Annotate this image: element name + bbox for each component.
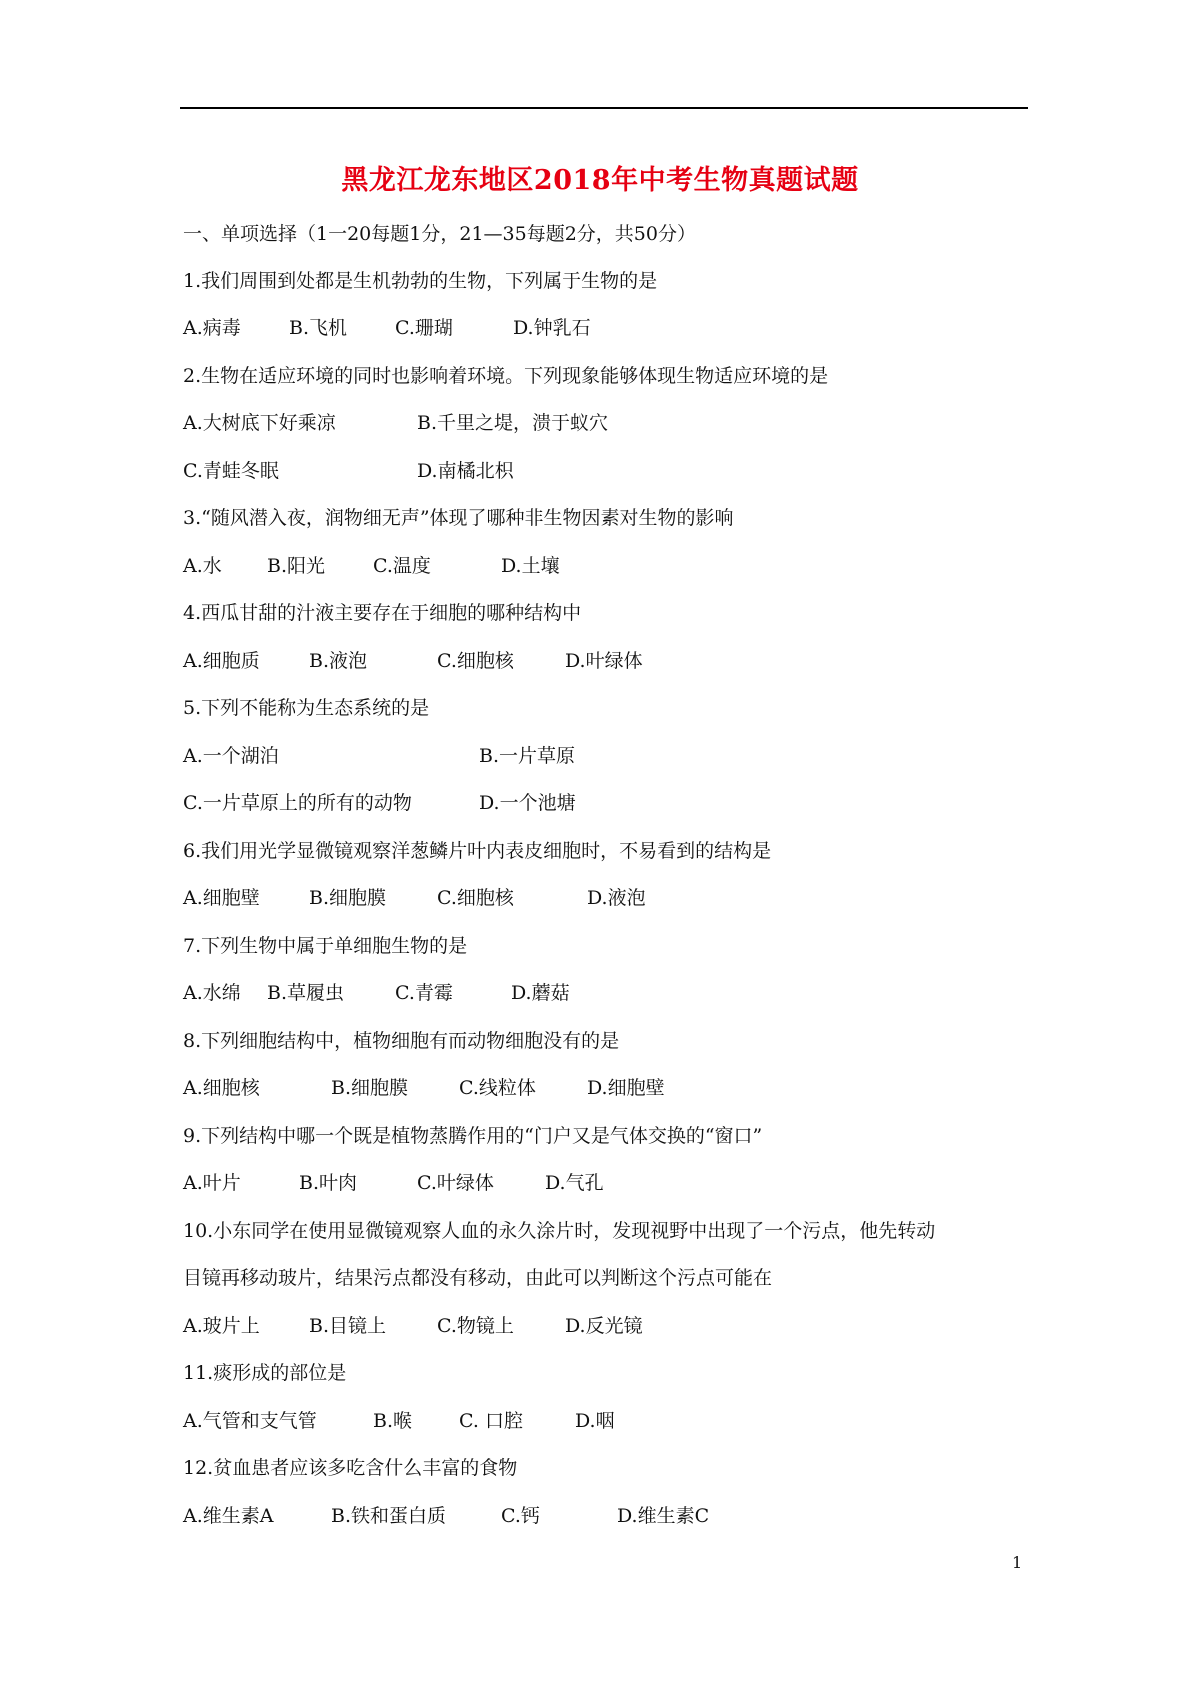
- option-a: A.细胞核: [183, 1077, 260, 1099]
- option-b: B.一片草原: [479, 745, 576, 767]
- question-stem: 6.我们用光学显微镜观察洋葱鳞片叶内表皮细胞时，不易看到的结构是: [183, 840, 772, 862]
- option-a: A.维生素A: [183, 1505, 274, 1527]
- option-c: C.物镜上: [437, 1315, 514, 1337]
- page-number: 1: [1012, 1553, 1023, 1572]
- option-c: C.钙: [501, 1505, 540, 1527]
- option-d: D.南橘北枳: [417, 460, 514, 482]
- option-d: D.细胞壁: [587, 1077, 665, 1099]
- option-d: D.反光镜: [565, 1315, 643, 1337]
- question-stem-continued: 目镜再移动玻片，结果污点都没有移动，由此可以判断这个污点可能在: [183, 1267, 773, 1289]
- option-b: B.阳光: [267, 555, 326, 577]
- option-c: C.线粒体: [459, 1077, 536, 1099]
- option-c: C.一片草原上的所有的动物: [183, 792, 412, 814]
- question-stem: 4.西瓜甘甜的汁液主要存在于细胞的哪种结构中: [183, 602, 582, 624]
- option-d: D.一个池塘: [479, 792, 576, 814]
- question-stem: 3.“随风潜入夜，润物细无声”体现了哪种非生物因素对生物的影响: [183, 507, 734, 529]
- option-a: A.水绵: [183, 982, 241, 1004]
- option-d: D.咽: [575, 1410, 615, 1432]
- option-c: C.细胞核: [437, 887, 514, 909]
- option-a: A.病毒: [183, 317, 241, 339]
- question-stem: 12.贫血患者应该多吃含什么丰富的食物: [183, 1457, 518, 1479]
- option-c: C.青霉: [395, 982, 453, 1004]
- option-a: A.水: [183, 555, 222, 577]
- option-b: B.千里之堤，溃于蚁穴: [417, 412, 609, 434]
- question-stem: 10.小东同学在使用显微镜观察人血的永久涂片时，发现视野中出现了一个污点，他先转动: [183, 1220, 936, 1242]
- option-d: D.钟乳石: [513, 317, 591, 339]
- option-a: A.细胞质: [183, 650, 260, 672]
- header-rule: [180, 107, 1028, 109]
- option-b: B.细胞膜: [331, 1077, 409, 1099]
- option-c: C.青蛙冬眠: [183, 460, 279, 482]
- option-a: A.大树底下好乘凉: [183, 412, 336, 434]
- option-a: A.一个湖泊: [183, 745, 279, 767]
- option-b: B.喉: [373, 1410, 413, 1432]
- question-stem: 11.痰形成的部位是: [183, 1362, 347, 1384]
- option-d: D.叶绿体: [565, 650, 643, 672]
- option-a: A.叶片: [183, 1172, 241, 1194]
- question-stem: 2.生物在适应环境的同时也影响着环境。下列现象能够体现生物适应环境的是: [183, 365, 829, 387]
- option-b: B.目镜上: [309, 1315, 387, 1337]
- option-b: B.细胞膜: [309, 887, 387, 909]
- option-b: B.铁和蛋白质: [331, 1505, 447, 1527]
- option-d: D.气孔: [545, 1172, 604, 1194]
- question-stem: 7.下列生物中属于单细胞生物的是: [183, 935, 468, 957]
- question-stem: 1.我们周围到处都是生机勃勃的生物，下列属于生物的是: [183, 270, 658, 292]
- option-d: D.维生素C: [617, 1505, 710, 1527]
- option-a: A.玻片上: [183, 1315, 260, 1337]
- option-c: C.温度: [373, 555, 431, 577]
- option-a: A.细胞壁: [183, 887, 260, 909]
- option-c: C.细胞核: [437, 650, 514, 672]
- option-c: C. 口腔: [459, 1410, 523, 1432]
- question-stem: 9.下列结构中哪一个既是植物蒸腾作用的“门户又是气体交换的“窗口”: [183, 1125, 763, 1147]
- document-title: 黑龙江龙东地区2018年中考生物真题试题: [341, 165, 859, 196]
- option-d: D.蘑菇: [511, 982, 570, 1004]
- option-b: B.液泡: [309, 650, 368, 672]
- option-c: C.叶绿体: [417, 1172, 494, 1194]
- option-b: B.飞机: [289, 317, 348, 339]
- option-b: B.叶肉: [299, 1172, 358, 1194]
- option-d: D.液泡: [587, 887, 646, 909]
- option-d: D.土壤: [501, 555, 560, 577]
- option-c: C.珊瑚: [395, 317, 453, 339]
- question-stem: 8.下列细胞结构中，植物细胞有而动物细胞没有的是: [183, 1030, 620, 1052]
- option-b: B.草履虫: [267, 982, 345, 1004]
- question-stem: 5.下列不能称为生态系统的是: [183, 697, 430, 719]
- option-a: A.气管和支气管: [183, 1410, 317, 1432]
- section-heading: 一、单项选择（1一20每题1分，21—35每题2分，共50分）: [183, 223, 696, 245]
